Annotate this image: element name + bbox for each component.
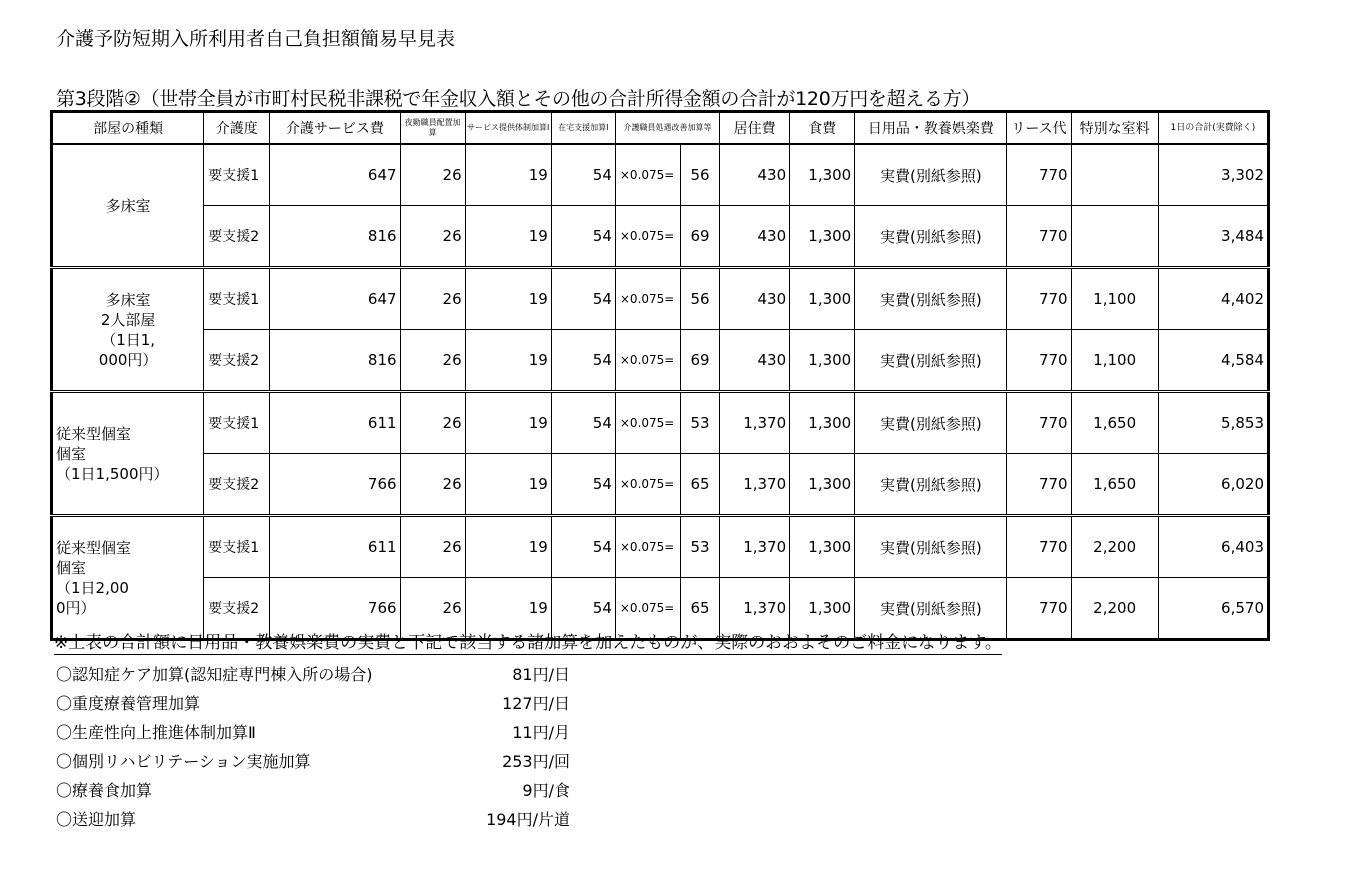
addition-name: 〇療養食加算 [56, 781, 153, 800]
fee-table [50, 110, 1270, 641]
special-cell: 1,650 [1071, 392, 1158, 454]
header-total: 1日の合計(実費除く) [1158, 112, 1268, 145]
special-cell: 2,200 [1071, 516, 1158, 578]
lease-cell: 770 [1007, 454, 1071, 516]
home-cell: 54 [551, 206, 615, 268]
total-cell: 3,484 [1158, 206, 1268, 268]
room-type-cell: 多床室 2人部屋 （1日1, 000円） [52, 268, 204, 392]
lease-cell: 770 [1007, 144, 1071, 206]
level-cell: 要支援1 [204, 516, 270, 578]
addition-price: 194円/片道 [486, 810, 570, 829]
provision-cell: 19 [465, 268, 551, 330]
daily-cell: 実費(別紙参照) [855, 206, 1007, 268]
staff-cell: 69 [680, 206, 719, 268]
header-provision: サービス提供体制加算Ⅰ [465, 112, 551, 145]
special-cell [1071, 206, 1158, 268]
staff-cell: 65 [680, 454, 719, 516]
special-cell: 1,650 [1071, 454, 1158, 516]
header-lease: リース代 [1007, 112, 1071, 145]
night-cell: 26 [400, 144, 465, 206]
mult-cell: ×0.075= [615, 516, 680, 578]
residence-cell: 430 [720, 206, 790, 268]
table-row [52, 206, 1269, 268]
header-special: 特別な室料 [1071, 112, 1158, 145]
note-text: ※上表の合計額に日用品・教養娯楽費の実費と下記で該当する諸加算を加えたものが、実際のおおよそのご料金になります。 [54, 628, 1002, 655]
mult-cell: ×0.075= [615, 578, 680, 640]
staff-cell: 65 [680, 578, 719, 640]
provision-cell: 19 [465, 206, 551, 268]
table-row [52, 392, 1269, 454]
header-meal: 食費 [790, 112, 855, 145]
special-cell: 2,200 [1071, 578, 1158, 640]
table-row [52, 144, 1269, 206]
total-cell: 4,402 [1158, 268, 1268, 330]
daily-cell: 実費(別紙参照) [855, 330, 1007, 392]
home-cell: 54 [551, 392, 615, 454]
night-cell: 26 [400, 330, 465, 392]
home-cell: 54 [551, 268, 615, 330]
meal-cell: 1,300 [790, 392, 855, 454]
header-staff: 介護職員処遇改善加算等 [615, 112, 719, 145]
night-cell: 26 [400, 392, 465, 454]
addition-price: 9円/食 [522, 781, 570, 800]
home-cell: 54 [551, 578, 615, 640]
header-service: 介護サービス費 [270, 112, 400, 145]
total-cell: 6,020 [1158, 454, 1268, 516]
residence-cell: 1,370 [720, 392, 790, 454]
service-cell: 611 [270, 392, 400, 454]
addition-name: 〇認知症ケア加算(認知症専門棟入所の場合) [56, 665, 373, 684]
total-cell: 4,584 [1158, 330, 1268, 392]
staff-cell: 53 [680, 516, 719, 578]
header-night: 夜勤職員配置加算 [400, 112, 465, 145]
meal-cell: 1,300 [790, 516, 855, 578]
level-cell: 要支援1 [204, 144, 270, 206]
table-row [52, 516, 1269, 578]
residence-cell: 1,370 [720, 578, 790, 640]
provision-cell: 19 [465, 392, 551, 454]
mult-cell: ×0.075= [615, 144, 680, 206]
lease-cell: 770 [1007, 206, 1071, 268]
total-cell: 6,403 [1158, 516, 1268, 578]
addition-name: 〇重度療養管理加算 [56, 694, 201, 713]
level-cell: 要支援2 [204, 578, 270, 640]
service-cell: 766 [270, 578, 400, 640]
level-cell: 要支援1 [204, 392, 270, 454]
mult-cell: ×0.075= [615, 206, 680, 268]
level-cell: 要支援2 [204, 330, 270, 392]
header-room: 部屋の種類 [52, 112, 204, 145]
provision-cell: 19 [465, 330, 551, 392]
lease-cell: 770 [1007, 578, 1071, 640]
room-type-cell: 従来型個室 個室 （1日1,500円） [52, 392, 204, 516]
meal-cell: 1,300 [790, 144, 855, 206]
lease-cell: 770 [1007, 392, 1071, 454]
staff-cell: 56 [680, 268, 719, 330]
header-home: 在宅支援加算Ⅰ [551, 112, 615, 145]
level-cell: 要支援1 [204, 268, 270, 330]
addition-price: 253円/回 [502, 752, 570, 771]
provision-cell: 19 [465, 144, 551, 206]
addition-price: 81円/日 [512, 665, 570, 684]
total-cell: 3,302 [1158, 144, 1268, 206]
service-cell: 816 [270, 330, 400, 392]
room-type-cell: 多床室 [52, 144, 204, 268]
residence-cell: 430 [720, 144, 790, 206]
addition-name: 〇個別リハビリテーション実施加算 [56, 752, 311, 771]
header-level: 介護度 [204, 112, 270, 145]
night-cell: 26 [400, 454, 465, 516]
header-residence: 居住費 [720, 112, 790, 145]
provision-cell: 19 [465, 578, 551, 640]
mult-cell: ×0.075= [615, 392, 680, 454]
level-cell: 要支援2 [204, 206, 270, 268]
daily-cell: 実費(別紙参照) [855, 144, 1007, 206]
special-cell: 1,100 [1071, 330, 1158, 392]
table-row [52, 268, 1269, 330]
daily-cell: 実費(別紙参照) [855, 454, 1007, 516]
special-cell: 1,100 [1071, 268, 1158, 330]
table-row [52, 454, 1269, 516]
mult-cell: ×0.075= [615, 454, 680, 516]
page-title: 介護予防短期入所利用者自己負担額簡易早見表 [56, 28, 456, 50]
lease-cell: 770 [1007, 516, 1071, 578]
night-cell: 26 [400, 578, 465, 640]
meal-cell: 1,300 [790, 206, 855, 268]
daily-cell: 実費(別紙参照) [855, 516, 1007, 578]
home-cell: 54 [551, 454, 615, 516]
service-cell: 647 [270, 144, 400, 206]
table-row [52, 330, 1269, 392]
addition-name: 〇送迎加算 [56, 810, 137, 829]
home-cell: 54 [551, 330, 615, 392]
service-cell: 611 [270, 516, 400, 578]
header-row [52, 112, 1269, 145]
meal-cell: 1,300 [790, 578, 855, 640]
home-cell: 54 [551, 144, 615, 206]
service-cell: 647 [270, 268, 400, 330]
addition-price: 127円/日 [502, 694, 570, 713]
residence-cell: 430 [720, 330, 790, 392]
service-cell: 766 [270, 454, 400, 516]
residence-cell: 430 [720, 268, 790, 330]
provision-cell: 19 [465, 454, 551, 516]
daily-cell: 実費(別紙参照) [855, 268, 1007, 330]
addition-price: 11円/月 [512, 723, 570, 742]
addition-name: 〇生産性向上推進体制加算Ⅱ [56, 723, 256, 742]
residence-cell: 1,370 [720, 454, 790, 516]
staff-cell: 56 [680, 144, 719, 206]
home-cell: 54 [551, 516, 615, 578]
header-daily: 日用品・教養娯楽費 [855, 112, 1007, 145]
total-cell: 5,853 [1158, 392, 1268, 454]
room-type-cell: 従来型個室 個室 （1日2,00 0円） [52, 516, 204, 640]
staff-cell: 53 [680, 392, 719, 454]
meal-cell: 1,300 [790, 454, 855, 516]
daily-cell: 実費(別紙参照) [855, 392, 1007, 454]
staff-cell: 69 [680, 330, 719, 392]
provision-cell: 19 [465, 516, 551, 578]
meal-cell: 1,300 [790, 268, 855, 330]
mult-cell: ×0.075= [615, 330, 680, 392]
daily-cell: 実費(別紙参照) [855, 578, 1007, 640]
lease-cell: 770 [1007, 330, 1071, 392]
service-cell: 816 [270, 206, 400, 268]
meal-cell: 1,300 [790, 330, 855, 392]
page-subtitle: 第3段階②（世帯全員が市町村民税非課税で年金収入額とその他の合計所得金額の合計が120万円を超える方） [56, 88, 981, 110]
mult-cell: ×0.075= [615, 268, 680, 330]
lease-cell: 770 [1007, 268, 1071, 330]
night-cell: 26 [400, 268, 465, 330]
fee-table-body [52, 144, 1269, 640]
special-cell [1071, 144, 1158, 206]
night-cell: 26 [400, 516, 465, 578]
level-cell: 要支援2 [204, 454, 270, 516]
residence-cell: 1,370 [720, 516, 790, 578]
total-cell: 6,570 [1158, 578, 1268, 640]
night-cell: 26 [400, 206, 465, 268]
